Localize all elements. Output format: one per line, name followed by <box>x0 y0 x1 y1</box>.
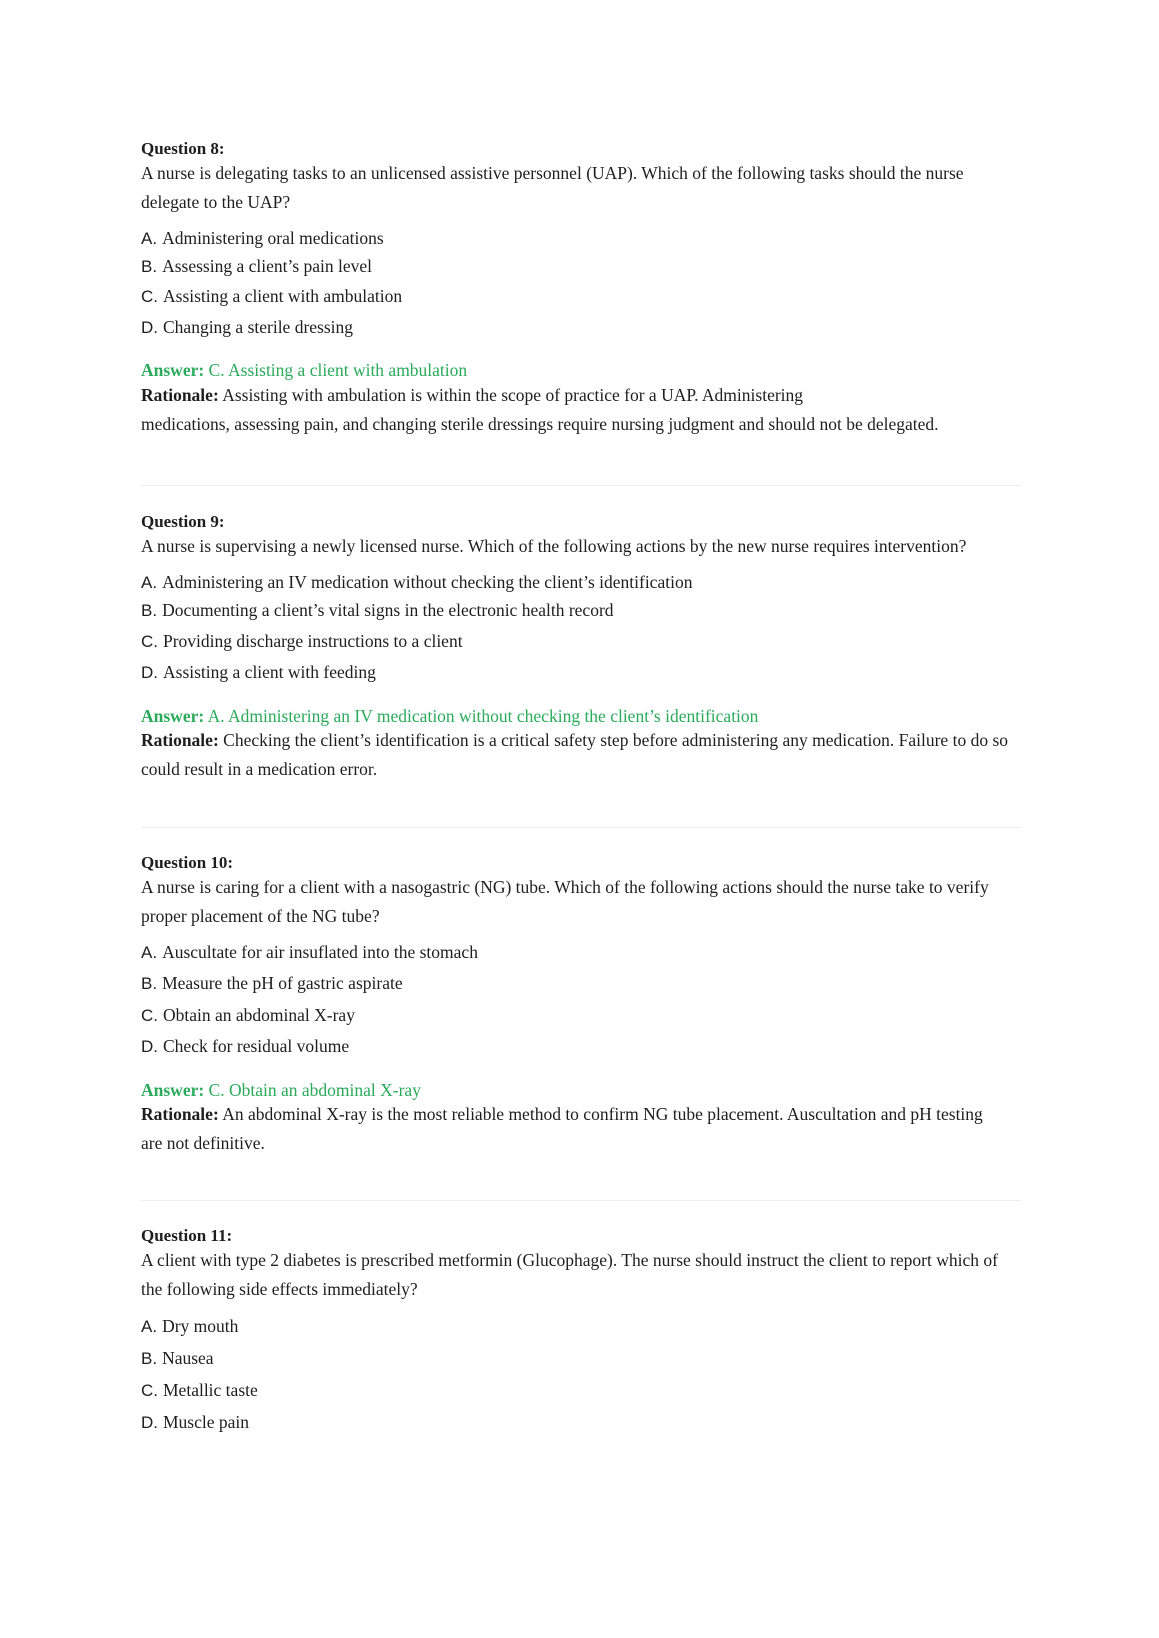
answer <box>141 1079 421 1101</box>
question-title: Question 9: <box>141 512 225 531</box>
divider <box>141 485 1021 486</box>
option-a <box>141 227 384 250</box>
option-letter: B. <box>141 1349 158 1368</box>
option-text: Nausea <box>162 1348 214 1368</box>
option-letter: A. <box>141 943 158 962</box>
option-letter: B. <box>141 257 158 276</box>
rationale-line <box>141 381 1021 410</box>
divider <box>141 827 1021 828</box>
option-letter: A. <box>141 229 158 248</box>
question-text: A nurse is caring for a client with a nasogastric (NG) tube. Which of the following actions should the nurse take to verify proper placement of the NG tube? <box>141 877 989 926</box>
option-text: Dry mouth <box>162 1316 239 1336</box>
option-letter: C. <box>141 1006 158 1025</box>
option-text: Obtain an abdominal X-ray <box>163 1005 355 1025</box>
question-text: A nurse is delegating tasks to an unlicensed assistive personnel (UAP). Which of the following tasks should the nurse delegate to the UAP? <box>141 163 964 212</box>
rationale-line <box>141 726 1021 755</box>
option-letter: A. <box>141 1317 158 1336</box>
option-c <box>141 1379 258 1402</box>
question-title: Question 11: <box>141 1226 233 1245</box>
option-text: Metallic taste <box>163 1380 258 1400</box>
option-letter: D. <box>141 1413 158 1432</box>
option-letter: D. <box>141 663 158 682</box>
option-text: Muscle pain <box>163 1412 250 1432</box>
option-text: Administering oral medications <box>162 228 384 248</box>
option-text: Auscultate for air insuflated into the stomach <box>162 942 478 962</box>
option-letter: B. <box>141 974 158 993</box>
option-a <box>141 941 478 964</box>
option-text: Measure the pH of gastric aspirate <box>162 973 403 993</box>
option-b <box>141 1347 214 1370</box>
rationale-text: Assisting with ambulation is within the scope of practice for a UAP. Administering <box>222 385 804 405</box>
option-letter: C. <box>141 287 158 306</box>
rationale-text: An abdominal X-ray is the most reliable method to confirm NG tube placement. Auscultation and pH testing <box>222 1104 983 1124</box>
option-letter: A. <box>141 573 158 592</box>
option-letter: C. <box>141 632 158 651</box>
question-title: Question 8: <box>141 139 225 158</box>
option-text: Providing discharge instructions to a client <box>163 631 463 651</box>
answer-label: Answer: <box>141 706 205 726</box>
option-d <box>141 1411 249 1434</box>
answer-text: C. Obtain an abdominal X-ray <box>208 1080 421 1100</box>
option-c <box>141 630 463 653</box>
rationale-line: could result in a medication error. <box>141 758 378 779</box>
option-text: Administering an IV medication without checking the client’s identification <box>162 572 693 592</box>
answer-label: Answer: <box>141 1080 205 1100</box>
option-c <box>141 1004 355 1027</box>
answer <box>141 359 467 381</box>
option-text: Assessing a client’s pain level <box>162 256 373 276</box>
rationale-label: Rationale: <box>141 1104 219 1124</box>
option-b <box>141 972 403 995</box>
question-title: Question 10: <box>141 853 234 872</box>
rationale-text: Checking the client’s identification is a critical safety step before administering any medication. Failure to do so <box>223 730 1008 750</box>
option-a <box>141 1315 238 1338</box>
option-text: Check for residual volume <box>163 1036 350 1056</box>
rationale <box>141 726 1021 783</box>
option-c <box>141 285 402 308</box>
option-letter: D. <box>141 1037 158 1056</box>
option-b <box>141 255 372 278</box>
rationale-line: medications, assessing pain, and changing sterile dressings require nursing judgment and should not be delegated. <box>141 413 939 434</box>
question-text: A nurse is supervising a newly licensed nurse. Which of the following actions by the new nurse requires intervention? <box>141 536 967 556</box>
option-text: Assisting a client with feeding <box>163 662 376 682</box>
option-d <box>141 661 376 684</box>
option-b <box>141 599 614 622</box>
answer-text: C. Assisting a client with ambulation <box>208 360 468 380</box>
question-text: A client with type 2 diabetes is prescribed metformin (Glucophage). The nurse should instruct the client to report which of the following side effects immediately? <box>141 1250 998 1299</box>
rationale-label: Rationale: <box>141 385 219 405</box>
rationale <box>141 1100 1021 1157</box>
option-d <box>141 1035 349 1058</box>
rationale <box>141 381 1021 438</box>
rationale-line: are not definitive. <box>141 1132 265 1153</box>
answer-label: Answer: <box>141 360 205 380</box>
option-text: Assisting a client with ambulation <box>163 286 403 306</box>
answer <box>141 705 758 727</box>
answer-text: A. Administering an IV medication without checking the client’s identification <box>207 706 759 726</box>
option-text: Changing a sterile dressing <box>163 317 354 337</box>
option-letter: C. <box>141 1381 158 1400</box>
divider <box>141 1200 1021 1201</box>
rationale-label: Rationale: <box>141 730 219 750</box>
rationale-line <box>141 1100 1021 1129</box>
option-letter: B. <box>141 601 158 620</box>
option-letter: D. <box>141 318 158 337</box>
option-text: Documenting a client’s vital signs in the electronic health record <box>162 600 614 620</box>
option-a <box>141 571 692 594</box>
option-d <box>141 316 353 339</box>
